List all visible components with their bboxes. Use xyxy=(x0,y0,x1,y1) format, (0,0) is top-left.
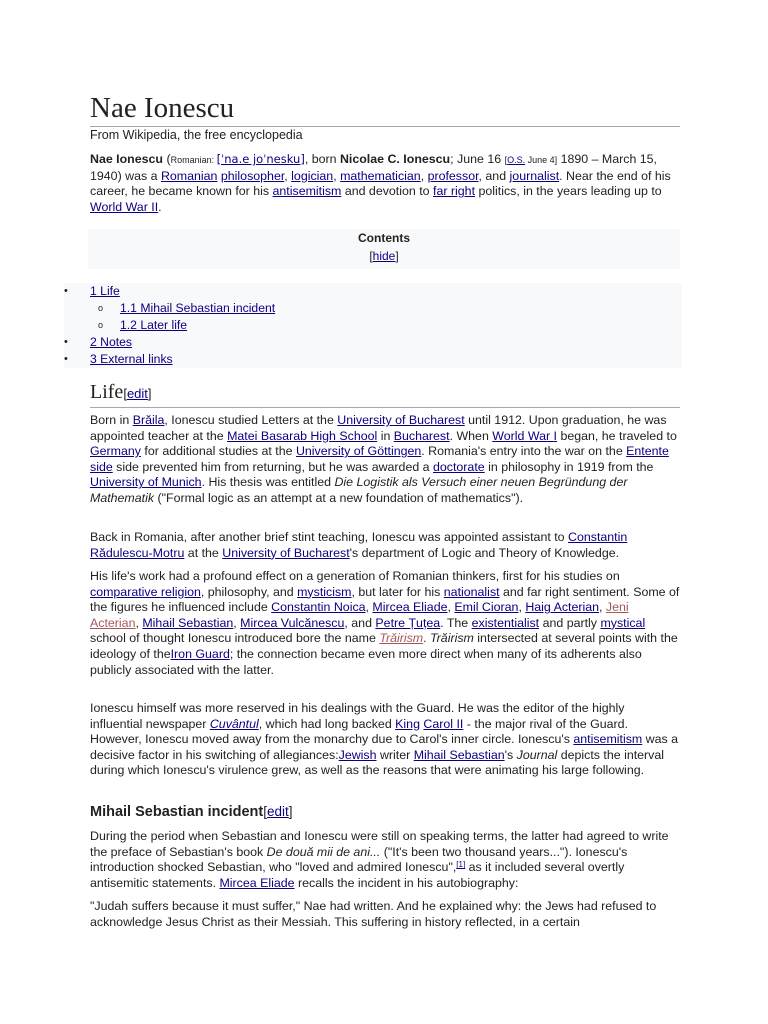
text: , xyxy=(599,600,606,615)
toc-link-notes[interactable]: 2 Notes xyxy=(90,335,133,349)
text: , which had long backed xyxy=(258,716,396,731)
text: , xyxy=(365,600,373,615)
link-antisemitism[interactable]: antisemitism xyxy=(573,732,643,747)
link-doctorate[interactable]: doctorate xyxy=(433,459,485,474)
link-mircea-eliade[interactable]: Mircea Eliade xyxy=(372,600,448,615)
text: was a decisive factor in his switching of allegiances: xyxy=(90,732,679,762)
toc-toggle xyxy=(88,249,680,263)
toc-item-notes[interactable] xyxy=(64,334,682,351)
language-label: Romanian: xyxy=(170,155,217,165)
link-logician[interactable]: logician xyxy=(291,168,334,183)
text: [ xyxy=(263,804,267,819)
toc-list xyxy=(64,283,682,368)
sub-bullet-icon: o xyxy=(98,320,104,330)
link-far-right[interactable]: far right xyxy=(433,184,476,199)
link-trairism[interactable]: Trăirism xyxy=(379,631,424,646)
text: June 4] xyxy=(525,155,558,165)
text: ("It's been two thousand years..."). Ionescu's introduction shocked Sebastian, who "loved and admired Ionescu", xyxy=(90,844,628,875)
journal-title: Journal xyxy=(516,747,558,762)
text: . Near the end of his career, he became known for his xyxy=(90,168,671,199)
link-iron-guard[interactable]: Iron Guard xyxy=(170,646,230,661)
text: , xyxy=(284,168,292,183)
text: , Ionescu studied Letters at the xyxy=(164,413,338,427)
text: . xyxy=(158,199,162,214)
link-germany[interactable]: Germany xyxy=(90,444,141,459)
toc-title: Contents xyxy=(358,231,410,245)
text: [ xyxy=(123,386,127,401)
link-journalist[interactable]: journalist xyxy=(509,168,560,183)
link-munich[interactable]: University of Munich xyxy=(90,475,202,490)
link-nationalist[interactable]: nationalist xyxy=(443,584,500,599)
text: , philosophy, and xyxy=(200,584,298,599)
text: ] xyxy=(395,249,399,263)
link-mysticism[interactable]: mysticism xyxy=(297,584,352,599)
link-philosopher[interactable]: philosopher xyxy=(220,168,285,183)
text: Born in xyxy=(90,413,133,427)
link-university-of-bucharest[interactable]: University of Bucharest xyxy=(222,545,350,560)
bullet-icon: • xyxy=(64,353,68,365)
link-gottingen[interactable]: University of Göttingen xyxy=(295,444,422,459)
page-title: Nae Ionescu xyxy=(90,92,680,127)
text: politics, in the years leading up to xyxy=(475,184,662,199)
text: . His thesis was entitled xyxy=(201,475,335,490)
reference-link[interactable]: [1] xyxy=(456,860,466,870)
text: . Romania's entry into the war on the xyxy=(421,444,627,459)
section-heading-life xyxy=(90,380,680,408)
text: ( xyxy=(163,152,171,166)
text: for additional studies at the xyxy=(140,444,296,459)
toc-item-external-links[interactable] xyxy=(64,351,682,368)
text: and far right sentiment. Some of the figures he influenced include xyxy=(90,584,680,615)
text: Ionescu himself was more reserved in his dealings with the Guard. He was the editor of the highly influential newspaper xyxy=(90,701,625,731)
text: His life's work had a profound effect on a generation of Romanian thinkers, first for his studies on xyxy=(90,569,620,583)
link-cuvantul[interactable]: Cuvântul xyxy=(209,716,259,731)
link-mihail-sebastian[interactable]: Mihail Sebastian xyxy=(413,747,505,762)
toc-hide-link[interactable]: hide xyxy=(372,249,396,263)
text: Back in Romania, after another brief stint teaching, Ionescu was appointed assistant to xyxy=(90,530,569,544)
text: [ xyxy=(504,155,508,165)
text: . xyxy=(423,631,431,646)
text: . When xyxy=(449,428,493,443)
text: intersected at several points with the ideology of the xyxy=(90,631,678,661)
quote-paragraph: "Judah suffers because it must suffer," Nae had written. And he explained why: the Jews had refused to acknowledge Jesus Christ as their Messiah. This suffering in history reflected, in a certain xyxy=(90,899,657,929)
link-jeni-acterian[interactable]: Jeni Acterian xyxy=(90,600,629,630)
edit-section xyxy=(263,804,292,819)
text: in xyxy=(377,428,394,443)
text: and devotion to xyxy=(341,184,433,199)
text: , born xyxy=(304,152,340,166)
text: 1890 – March 15, 1940) was a xyxy=(90,152,658,183)
paragraph-guard xyxy=(90,701,680,779)
text: , xyxy=(135,615,143,630)
text: at the xyxy=(184,545,223,560)
link-matei-basarab[interactable]: Matei Basarab High School xyxy=(227,428,378,443)
heading-text: Life xyxy=(90,381,124,403)
paragraph-preface xyxy=(90,829,680,891)
link-mystical[interactable]: mystical xyxy=(600,615,646,630)
link-professor[interactable]: professor xyxy=(427,168,479,183)
link-constantin-noica[interactable]: Constantin Noica xyxy=(271,600,366,615)
link-romanian[interactable]: Romanian xyxy=(160,168,218,183)
toc-box xyxy=(88,229,680,269)
paragraph-influence xyxy=(90,569,680,678)
link-carol-ii[interactable]: Carol II xyxy=(423,716,464,731)
link-world-war-ii[interactable]: World War II xyxy=(90,199,159,214)
section-heading-sebastian-incident xyxy=(90,802,293,822)
old-style-link[interactable]: O.S. xyxy=(507,155,526,165)
link-mircea-eliade[interactable]: Mircea Eliade xyxy=(219,875,295,890)
link-entente[interactable]: Entente side xyxy=(90,444,669,474)
link-comparative-religion[interactable]: comparative religion xyxy=(90,584,201,599)
edit-link-sebastian[interactable]: edit xyxy=(267,804,289,819)
paragraph-education xyxy=(90,413,680,507)
subject-name: Nae Ionescu xyxy=(90,152,163,166)
toc-link-sebastian-incident[interactable]: 1.1 Mihail Sebastian incident xyxy=(120,301,276,315)
text: school of thought Ionescu introduced bore the name xyxy=(90,631,380,646)
book-title: De două mii de ani... xyxy=(266,844,381,859)
text: , and xyxy=(344,615,376,630)
link-haig-acterian[interactable]: Haig Acterian xyxy=(525,600,600,615)
text: recalls the incident in his autobiography: xyxy=(294,875,519,890)
paragraph-assistant xyxy=(90,530,680,561)
toc-item-later-life[interactable] xyxy=(64,317,682,334)
link-mircea-vulcanescu[interactable]: Mircea Vulcănescu xyxy=(240,615,345,630)
link-emil-cioran[interactable]: Emil Cioran xyxy=(454,600,519,615)
text: depicts the interval during which Ionescu's virulence grew, as well as the reasons that were animating his large following. xyxy=(90,747,665,778)
sub-bullet-icon: o xyxy=(98,303,104,313)
text: writer xyxy=(376,747,414,762)
text: ; the connection became even more direct when many of its adherents also publicly associated with the latter. xyxy=(90,646,642,677)
text: as it included several overtly antisemitic statements. xyxy=(90,860,625,890)
text: side prevented him from returning, but he was awarded a xyxy=(112,459,433,474)
edit-link-life[interactable]: edit xyxy=(126,386,148,401)
text: ] xyxy=(288,804,293,819)
text: ; June 16 xyxy=(450,152,505,166)
toc-link-life[interactable]: 1 Life xyxy=(90,284,120,298)
text: , but later for his xyxy=(351,584,444,599)
toc-link-later-life[interactable]: 1.2 Later life xyxy=(120,318,188,332)
text: , xyxy=(233,615,241,630)
link-world-war-i[interactable]: World War I xyxy=(492,428,557,443)
text: . The xyxy=(440,615,472,630)
heading-text: Mihail Sebastian incident xyxy=(90,804,264,820)
intro-paragraph xyxy=(90,152,680,215)
link-mathematician[interactable]: mathematician xyxy=(340,168,421,183)
text: , xyxy=(447,600,455,615)
text: and partly xyxy=(539,615,601,630)
text: in philosophy in 1919 from the xyxy=(484,459,654,474)
ipa-link[interactable]: [ˈna.e joˈnesku] xyxy=(216,152,305,166)
link-petre-tutea[interactable]: Petre Țuțea xyxy=(375,615,441,630)
text: , and xyxy=(478,168,510,183)
text: began, he traveled to xyxy=(557,428,677,443)
link-mihail-sebastian[interactable]: Mihail Sebastian xyxy=(142,615,234,630)
toc-link-external-links[interactable]: 3 External links xyxy=(90,352,173,366)
text: , xyxy=(518,600,526,615)
text: - the major rival of the Guard. However, Ionescu moved away from the monarchy due to Carol's inner circle. Ionescu's xyxy=(90,716,628,747)
text: During the period when Sebastian and Ionescu were still on speaking terms, the latter had agreed to write the preface of Sebastian's book xyxy=(90,829,669,859)
edit-section xyxy=(123,386,151,401)
text: ] xyxy=(147,386,152,401)
thesis-title: Die Logistik als Versuch einer neuen Begründung der Mathematik xyxy=(90,475,628,505)
text: until 1912. Upon graduation, he was appointed teacher at the xyxy=(90,413,667,443)
link-bucharest[interactable]: Bucharest xyxy=(393,428,450,443)
text: , xyxy=(333,168,341,183)
link-king[interactable]: King xyxy=(395,716,420,731)
bullet-icon: • xyxy=(64,285,68,297)
toc-item-sebastian-incident[interactable] xyxy=(64,300,682,317)
link-antisemitism[interactable]: antisemitism xyxy=(272,184,342,199)
trairism-term: Trăirism xyxy=(430,631,474,646)
link-university-of-bucharest[interactable]: University of Bucharest xyxy=(337,413,465,427)
link-radulescu-motru[interactable]: Constantin Rădulescu-Motru xyxy=(90,530,628,560)
bullet-icon: • xyxy=(64,336,68,348)
toc-item-life[interactable] xyxy=(64,283,682,300)
text: , xyxy=(420,168,428,183)
birth-name: Nicolae C. Ionescu xyxy=(339,152,451,166)
text: [ xyxy=(369,249,373,263)
link-braila[interactable]: Brăila xyxy=(132,413,165,427)
text: ("Formal logic as an attempt at a new foundation of mathematics"). xyxy=(154,490,524,505)
site-tagline: From Wikipedia, the free encyclopedia xyxy=(90,128,303,142)
link-jewish[interactable]: Jewish xyxy=(338,747,377,762)
text: 's department of Logic and Theory of Knowledge. xyxy=(349,545,620,560)
link-existentialist[interactable]: existentialist xyxy=(471,615,540,630)
text: 's xyxy=(504,747,517,762)
